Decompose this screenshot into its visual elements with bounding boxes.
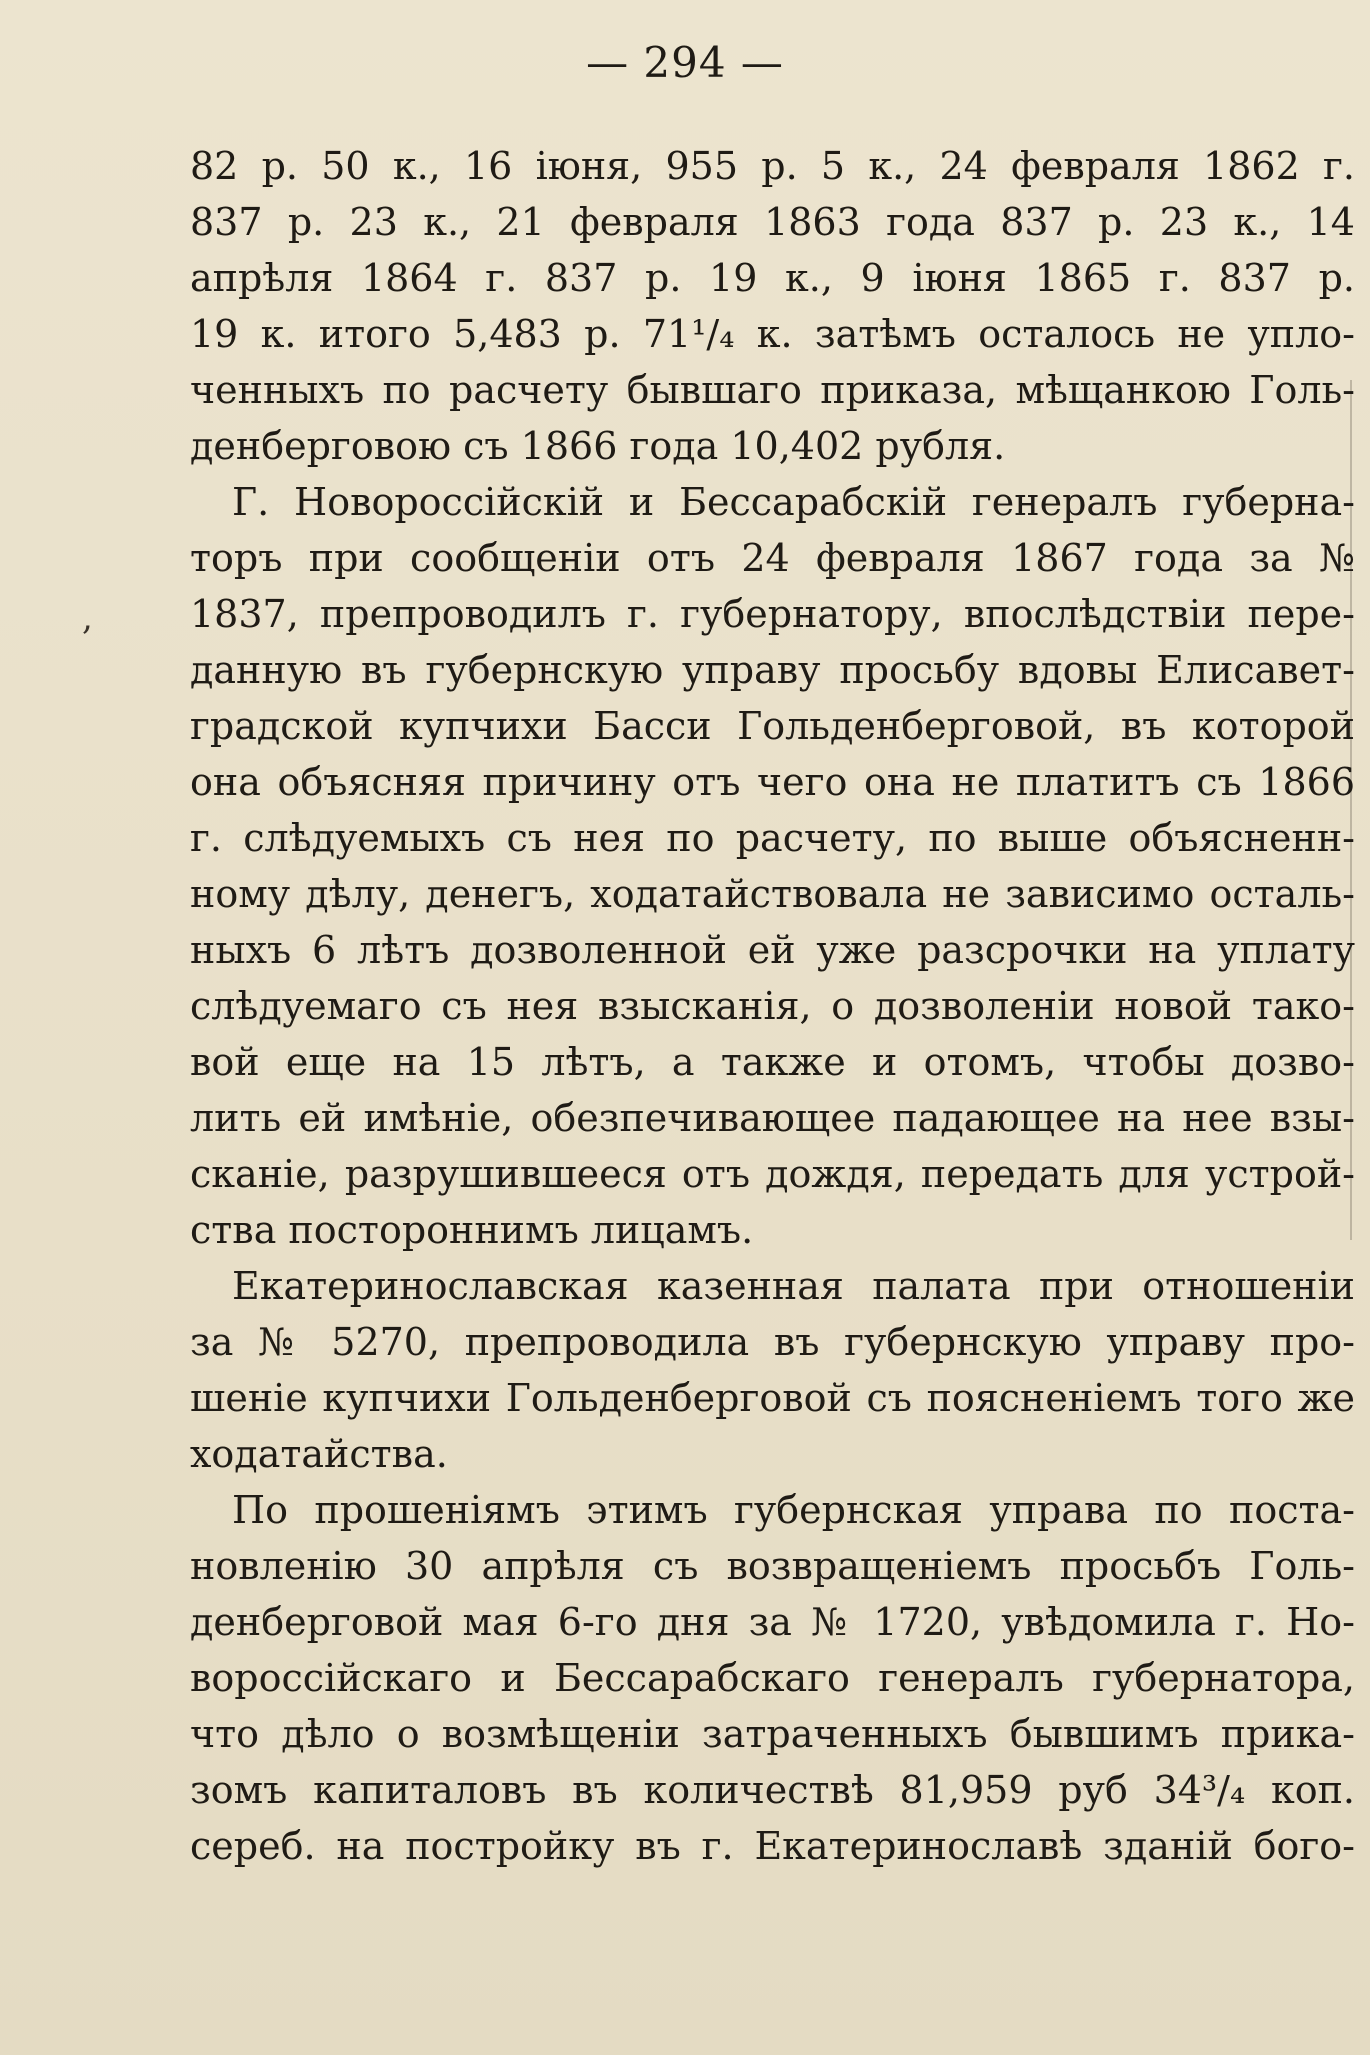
- text-line: 1837, препроводилъ г. губернатору, впослѣдствіи пере-: [190, 592, 1355, 636]
- text-line: сереб. на постройку въ г. Екатеринославѣ зданій бого-: [190, 1824, 1355, 1868]
- text-line: данную въ губернскую управу просьбу вдовы Елисавет-: [190, 648, 1355, 692]
- page-number: — 294 —: [586, 38, 784, 87]
- text-line: ченныхъ по расчету бывшаго приказа, мѣщанкою Голь-: [190, 368, 1355, 412]
- text-line: слѣдуемаго съ нея взысканія, о дозволеніи новой тако-: [190, 984, 1355, 1028]
- text-line: ходатайства.: [190, 1432, 448, 1476]
- text-line: 19 к. итого 5,483 р. 71¹/₄ к. затѣмъ осталось не упло-: [190, 312, 1355, 356]
- text-line: 82 р. 50 к., 16 іюня, 955 р. 5 к., 24 февраля 1862 г.: [190, 144, 1355, 188]
- text-line: зомъ капиталовъ въ количествѣ 81,959 руб 34³/₄ коп.: [190, 1768, 1355, 1812]
- text-line: денберговой мая 6-го дня за № 1720, увѣдомила г. Но-: [190, 1600, 1355, 1644]
- text-line: Г. Новороссійскій и Бессарабскій генералъ губерна-: [232, 480, 1355, 524]
- text-line: она объясняя причину отъ чего она не платитъ съ 1866: [190, 760, 1355, 804]
- text-line: сканіе, разрушившееся отъ дождя, передать для устрой-: [190, 1152, 1355, 1196]
- text-line: новленію 30 апрѣля съ возвращеніемъ просьбъ Голь-: [190, 1544, 1355, 1588]
- text-line: По прошеніямъ этимъ губернская управа по поста-: [232, 1488, 1355, 1532]
- text-line: шеніе купчихи Гольденберговой съ поясненіемъ того же: [190, 1376, 1355, 1420]
- text-line: апрѣля 1864 г. 837 р. 19 к., 9 іюня 1865 г. 837 р.: [190, 256, 1355, 300]
- margin-mark: ,: [82, 598, 93, 638]
- text-line: ныхъ 6 лѣтъ дозволенной ей уже разсрочки на уплату: [190, 928, 1355, 972]
- text-line: торъ при сообщеніи отъ 24 февраля 1867 года за №: [190, 536, 1355, 580]
- text-line: г. слѣдуемыхъ съ нея по расчету, по выше объясненн-: [190, 816, 1355, 860]
- text-line: вой еще на 15 лѣтъ, а также и отомъ, чтобы дозво-: [190, 1040, 1355, 1084]
- text-line: градской купчихи Басси Гольденберговой, въ которой: [190, 704, 1355, 748]
- text-line: ному дѣлу, денегъ, ходатайствовала не зависимо осталь-: [190, 872, 1355, 916]
- text-line: денберговою съ 1866 года 10,402 рубля.: [190, 424, 1006, 468]
- text-line: за № 5270, препроводила въ губернскую управу про-: [190, 1320, 1355, 1364]
- text-line: Екатеринославская казенная палата при отношеніи: [232, 1264, 1355, 1308]
- text-line: что дѣло о возмѣщеніи затраченныхъ бывшимъ прика-: [190, 1712, 1355, 1756]
- body-text: [190, 138, 1355, 1874]
- text-line: 837 р. 23 к., 21 февраля 1863 года 837 р. 23 к., 14: [190, 200, 1355, 244]
- text-line: вороссійскаго и Бессарабскаго генералъ губернатора,: [190, 1656, 1355, 1700]
- text-line: ства постороннимъ лицамъ.: [190, 1208, 754, 1252]
- text-line: лить ей имѣніе, обезпечивающее падающее на нее взы-: [190, 1096, 1355, 1140]
